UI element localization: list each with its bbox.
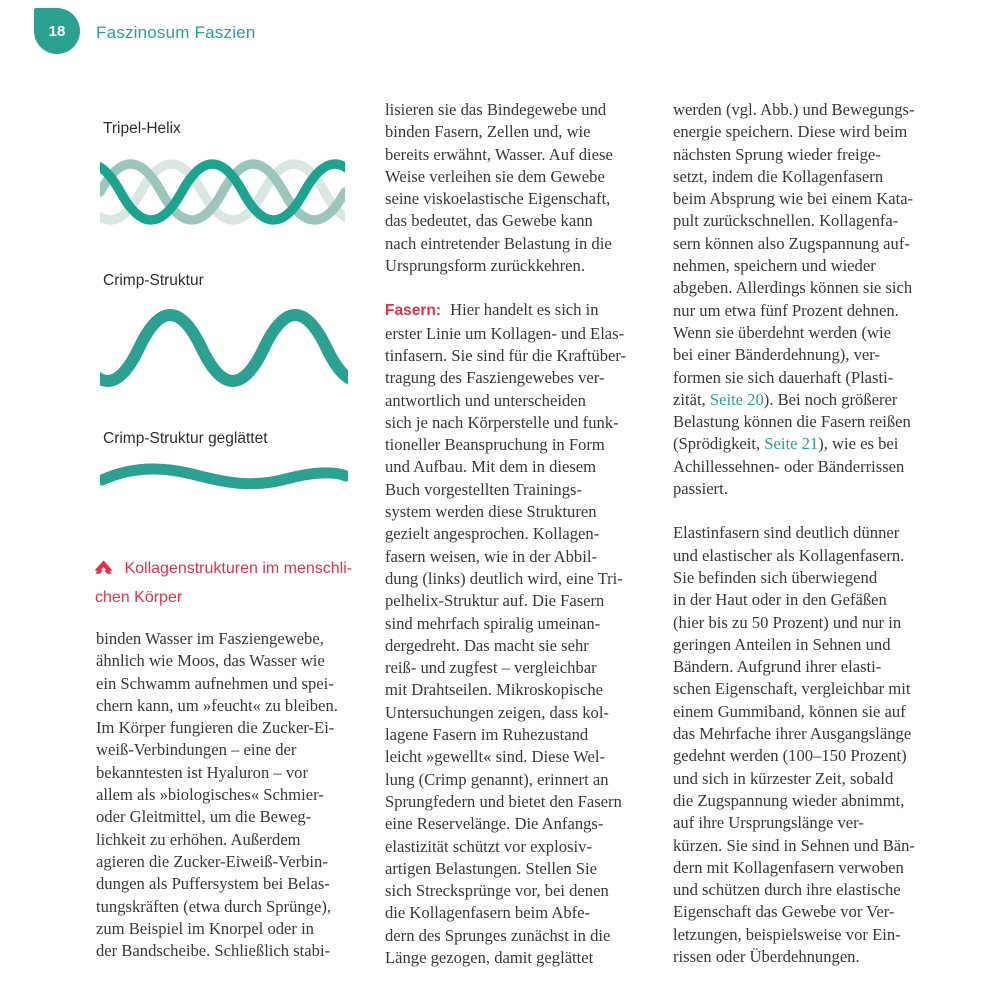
paragraph: werden (vgl. Abb.) und Bewegungs- energie speichern. Diese wird beim nächsten Sprung wieder freige- setzt, indem die Kollagenfasern beim Absprung wie bei einem Kata- pult zurückschnellen. Kollagenfa- sern können also Zugspannung auf- nehmen, speichern und wieder abgeben. Allerdings können sie sich nur um etwa fünf Prozent dehnen. Wenn sie überdehnt werden (wie bei einer Bänderdehnung), ver- formen sie sich dauerhaft (Plasti- zität, Seite 20). Bei noch größerer Belastung können die Fasern reißen (Sprödigkeit, Seite 21), wie es bei Achillessehnen- oder Bänderrissen passiert. (673, 100, 915, 499)
page-number: 18 (48, 22, 66, 40)
triple-helix-figure (100, 148, 345, 236)
double-chevron-up-icon (95, 560, 112, 575)
crimp-smoothed-figure (100, 458, 348, 500)
figure-label-triple-helix: Tripel-Helix (103, 120, 181, 137)
paragraph-fasern: Fasern: Hier handelt es sich in erster Linie um Kollagen- und Elas- tinfasern. Sie sind für die Kraftüber- tragung des Fasziengewebes ver- antwortlich und unterscheiden sich je nach Körperstelle und funk- tioneller Beanspruchung in Form und Aufbau. Mit dem in diesem Buch vorgestellten Trainings- system werden diese Strukturen gezielt angesprochen. Kollagen- fasern weisen, wie in der Abbil- dung (links) deutlich wird, eine Tri- pelhelix-Struktur auf. Die Fasern sind mehrfach spiralig umeinan- dergedreht. Das macht sie sehr reiß- und zugfest – vergleichbar mit Drahtseilen. Mikroskopische Untersuchungen zeigen, dass kol- lagene Fasern im Ruhezustand leicht »gewellt« sind. Diese Wel- lung (Crimp genannt), erinnert an Sprungfedern und bietet den Fasern eine Reservelänge. Die Anfangs- elastizität schützt vor explosiv- artigen Belastungen. Stellen Sie sich Strecksprünge vor, bei denen die Kollagenfasern beim Abfe- dern des Sprunges zunächst in die Länge gezogen, damit geglättet (385, 300, 627, 967)
running-header-title: Faszinosum Faszien (96, 23, 256, 42)
figure-caption (95, 554, 367, 612)
figure-label-crimp-smoothed: Crimp-Struktur geglättet (103, 430, 268, 447)
text-column-left (96, 628, 374, 962)
paragraph: lisieren sie das Bindegewebe und binden Fasern, Zellen und, wie bereits erwähnt, Wasser. Auf diese Weise verleihen sie dem Gewebe seine viskoelastische Eigenschaft, das bedeutet, das Gewebe kann nach eintretender Belastung in die Ursprungsform zurückkehren. (385, 100, 613, 276)
page-number-badge (34, 8, 80, 54)
text-column-right (673, 99, 951, 968)
text-column-middle (385, 99, 663, 969)
figure-label-crimp: Crimp-Struktur (103, 272, 204, 289)
crimp-smoothed-wave (102, 469, 346, 484)
paragraph-elastinfasern: Elastinfasern sind deutlich dünner und elastischer als Kollagenfasern. Sie befinden sich überwiegend in der Haut oder in den Gefäßen (hier bis zu 50 Prozent) und nur in geringen Anteilen in Sehnen und Bändern. Aufgrund ihrer elasti- schen Eigenschaft, vergleichbar mit einem Gummiband, können sie auf das Mehrfache ihrer Ausgangslänge gedehnt werden (100–150 Prozent) und sich in kürzester Zeit, sobald die Zugspannung wieder abnimmt, auf ihre Ursprungslänge ver- kürzen. Sie sind in Sehnen und Bän- dern mit Kollagenfasern verwoben und schützen durch ihre elastische Eigenschaft das Gewebe vor Ver- letzungen, beispielsweise vor Ein- rissen oder Überdehnungen. (673, 523, 915, 966)
paragraph: binden Wasser im Fasziengewebe, ähnlich wie Moos, das Wasser wie ein Schwamm aufnehmen und spei- chern kann, um »feucht« zu bleiben. Im Körper fungieren die Zucker-Ei- weiß-Verbindungen – eine der bekanntesten ist Hyaluron – vor allem als »biologisches« Schmier- oder Gleitmittel, um die Beweg- lichkeit zu erhöhen. Außerdem agieren die Zucker-Eiweiß-Verbin- dungen als Puffersystem bei Belas- tungskräften (etwa durch Sprünge), zum Beispiel im Knorpel oder in der Bandscheibe. Schließlich stabi- (96, 629, 338, 961)
crimp-wave (100, 315, 348, 381)
crimp-figure (100, 300, 348, 395)
figure-caption-text: Kollagenstrukturen im menschli- chen Körper (95, 560, 353, 606)
